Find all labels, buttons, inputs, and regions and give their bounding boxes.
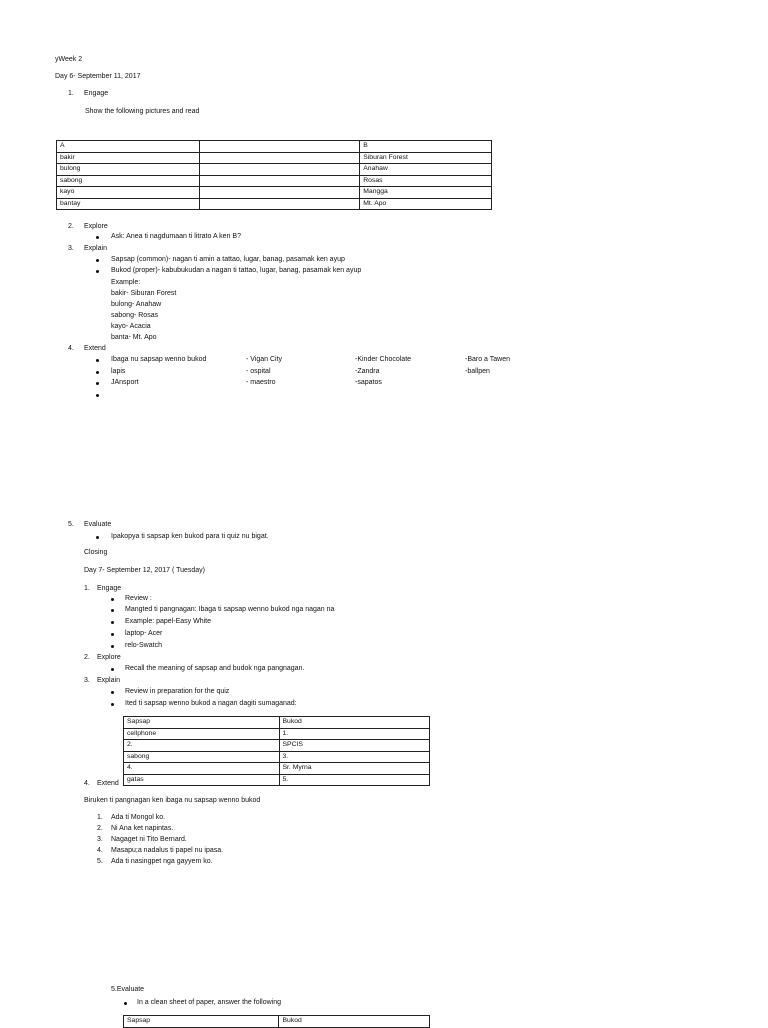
- table-cell: SPCIS: [279, 740, 430, 752]
- day6-explain-num: 3.: [68, 245, 74, 252]
- example-item: bakir- Siburan Forest: [111, 290, 177, 297]
- day6-explain-bullet: Bukod (proper)- kabubukudan a nagan ti tattao, lugar, banag, pasamak ken ayup: [111, 267, 362, 274]
- table-row: [124, 740, 430, 752]
- table-cell: [199, 164, 360, 176]
- table-header-cell: A: [57, 141, 200, 153]
- day6-explore-num: 2.: [68, 223, 74, 230]
- table-cell: bulong: [57, 164, 200, 176]
- table-row: [57, 164, 492, 176]
- bullet-icon: [111, 691, 114, 694]
- table-header-cell: Bukod: [279, 1016, 430, 1028]
- day6-explore-bullet: Ask: Anea ti nagdumaan ti litrato A ken B?: [111, 233, 241, 240]
- example-label: Example:: [111, 279, 141, 286]
- sentence-item: Ada ti nasingpet nga gayyem ko.: [111, 858, 213, 865]
- day7-engage-title: Engage: [97, 585, 122, 592]
- extend-cell: -ballpen: [465, 368, 490, 375]
- table-cell: Rosas: [360, 175, 492, 187]
- extend-cell: -Baro a Tawen: [465, 356, 511, 363]
- table-cell: [199, 187, 360, 199]
- day7-explain-title: Explain: [97, 677, 120, 684]
- extend-cell: -Zandra: [355, 368, 380, 375]
- table-cell: Mangga: [360, 187, 492, 199]
- table-header-row: [57, 141, 492, 153]
- table-cell: Siburan Forest: [360, 152, 492, 164]
- day6-explain-bullet: Sapsap (common)- nagan ti amin a tattao, lugar, banag, pasamak ken ayup: [111, 256, 345, 263]
- table-row: [124, 728, 430, 740]
- bullet-icon: [124, 1002, 127, 1005]
- table-header-row: [124, 1016, 430, 1028]
- table-cell: Sr. Myrna: [279, 763, 430, 775]
- table-cell: sabong: [57, 175, 200, 187]
- sentence-item: Ada ti Mongol ko.: [111, 814, 166, 821]
- table-header-cell: Sapsap: [124, 717, 280, 729]
- table-cell: cellphone: [124, 728, 280, 740]
- day7-explain-bullet: Ited ti sapsap wenno bukod a nagan dagiti sumaganad:: [125, 700, 297, 707]
- table-cell: 3.: [279, 751, 430, 763]
- closing-label: Closing: [84, 549, 108, 556]
- table-row: [57, 187, 492, 199]
- day7-engage-bullet: Mangted ti pangnagan: Ibaga ti sapsap wenno bukod nga nagan na: [125, 606, 335, 613]
- example-item: bulong- Anahaw: [111, 301, 162, 308]
- example-item: kayo- Acacia: [111, 323, 151, 330]
- extend-cell: lapis: [111, 368, 126, 375]
- table-cell: [199, 198, 360, 210]
- sentence-item: Nagaget ni Tito Bernard.: [111, 836, 187, 843]
- table-cell: gatas: [124, 774, 280, 786]
- example-item: sabong- Rosas: [111, 312, 159, 319]
- day7-evaluate-title: 5.Evaluate: [111, 986, 145, 993]
- bullet-icon: [111, 633, 114, 636]
- bullet-icon: [96, 382, 99, 385]
- table-cell: 1.: [279, 728, 430, 740]
- table-cell: [199, 175, 360, 187]
- week-label: yWeek 2: [55, 56, 83, 63]
- table-header-cell: [199, 141, 360, 153]
- day6-extend-title: Extend: [84, 345, 106, 352]
- table-cell: Mt. Apo: [360, 198, 492, 210]
- day7-evaluate-table: [123, 1015, 430, 1028]
- day6-explore-title: Explore: [84, 223, 108, 230]
- bullet-icon: [96, 359, 99, 362]
- table-row: [57, 175, 492, 187]
- sentence-num: 5.: [97, 858, 103, 865]
- table-row: [57, 198, 492, 210]
- day7-engage-num: 1.: [84, 585, 90, 592]
- day6-heading: Day 6- September 11, 2017: [55, 73, 141, 80]
- table-cell: 5.: [279, 774, 430, 786]
- table-cell: Anahaw: [360, 164, 492, 176]
- bullet-icon: [96, 371, 99, 374]
- bullet-icon: [111, 645, 114, 648]
- table-cell: [199, 152, 360, 164]
- bullet-icon: [111, 621, 114, 624]
- day7-explore-bullet: Recall the meaning of sapsap and budok nga pangnagan.: [125, 665, 305, 672]
- table-header-cell: B: [360, 141, 492, 153]
- table-header-cell: Bukod: [279, 717, 430, 729]
- table-header-row: [124, 717, 430, 729]
- bullet-icon: [96, 236, 99, 239]
- day6-extend-num: 4.: [68, 345, 74, 352]
- bullet-icon: [96, 259, 99, 262]
- day7-engage-bullet: relo-Swatch: [125, 642, 162, 649]
- table-row: [57, 152, 492, 164]
- day6-engage-num: 1.: [68, 90, 74, 97]
- table-row: [124, 751, 430, 763]
- bullet-icon: [111, 598, 114, 601]
- table-cell: 2.: [124, 740, 280, 752]
- table-row: [124, 774, 430, 786]
- day7-heading: Day 7- September 12, 2017 ( Tuesday): [84, 567, 206, 574]
- day7-explore-title: Explore: [97, 654, 121, 661]
- bullet-icon: [96, 270, 99, 273]
- extend-cell: -Kinder Chocolate: [355, 356, 412, 363]
- sentence-item: Masapu;a nadalus ti papel nu ipasa.: [111, 847, 224, 854]
- table-cell: kayo: [57, 187, 200, 199]
- table-cell: bantay: [57, 198, 200, 210]
- day7-engage-bullet: Example: papel-Easy White: [125, 618, 211, 625]
- table-cell: 4.: [124, 763, 280, 775]
- extend-cell: -sapatos: [355, 379, 382, 386]
- extend-cell: JAnsport: [111, 379, 139, 386]
- sentence-num: 4.: [97, 847, 103, 854]
- day6-pictures-table: [56, 140, 492, 210]
- sentence-item: Ni Ana ket napintas.: [111, 825, 174, 832]
- bullet-icon: [111, 668, 114, 671]
- day6-explain-title: Explain: [84, 245, 107, 252]
- day6-evaluate-num: 5.: [68, 521, 74, 528]
- day6-engage-title: Engage: [84, 90, 109, 97]
- day7-quiz-table: [123, 716, 430, 786]
- extend-cell: Ibaga nu sapsap wenno bukod: [111, 356, 207, 363]
- bullet-icon: [96, 536, 99, 539]
- day7-extend-instruction: Biruken ti pangnagan ken ibaga nu sapsap wenno bukod: [84, 797, 261, 804]
- example-item: banta- Mt. Apo: [111, 334, 157, 341]
- table-header-cell: Sapsap: [124, 1016, 279, 1028]
- table-cell: sabong: [124, 751, 280, 763]
- sentence-num: 3.: [97, 836, 103, 843]
- sentence-num: 2.: [97, 825, 103, 832]
- day6-evaluate-bullet: Ipakopya ti sapsap ken bukod para ti quiz nu bigat.: [111, 533, 269, 540]
- extend-cell: - Vigan City: [246, 356, 283, 363]
- day7-extend-title: Extend: [97, 780, 119, 787]
- day6-engage-instruction: Show the following pictures and read: [85, 108, 200, 115]
- day7-engage-bullet: laptop- Acer: [125, 630, 163, 637]
- day7-explain-bullet: Review in preparation for the quiz: [125, 688, 230, 695]
- day7-extend-num: 4.: [84, 780, 90, 787]
- extend-cell: - maestro: [246, 379, 276, 386]
- extend-cell: - ospital: [246, 368, 271, 375]
- table-row: [124, 763, 430, 775]
- day7-explain-num: 3.: [84, 677, 90, 684]
- day6-evaluate-title: Evaluate: [84, 521, 112, 528]
- sentence-num: 1.: [97, 814, 103, 821]
- bullet-icon: [111, 609, 114, 612]
- bullet-icon: [96, 394, 99, 397]
- bullet-icon: [111, 703, 114, 706]
- day7-evaluate-bullet: In a clean sheet of paper, answer the following: [137, 999, 281, 1006]
- day7-engage-bullet: Review :: [125, 595, 152, 602]
- day7-explore-num: 2.: [84, 654, 90, 661]
- table-cell: bakir: [57, 152, 200, 164]
